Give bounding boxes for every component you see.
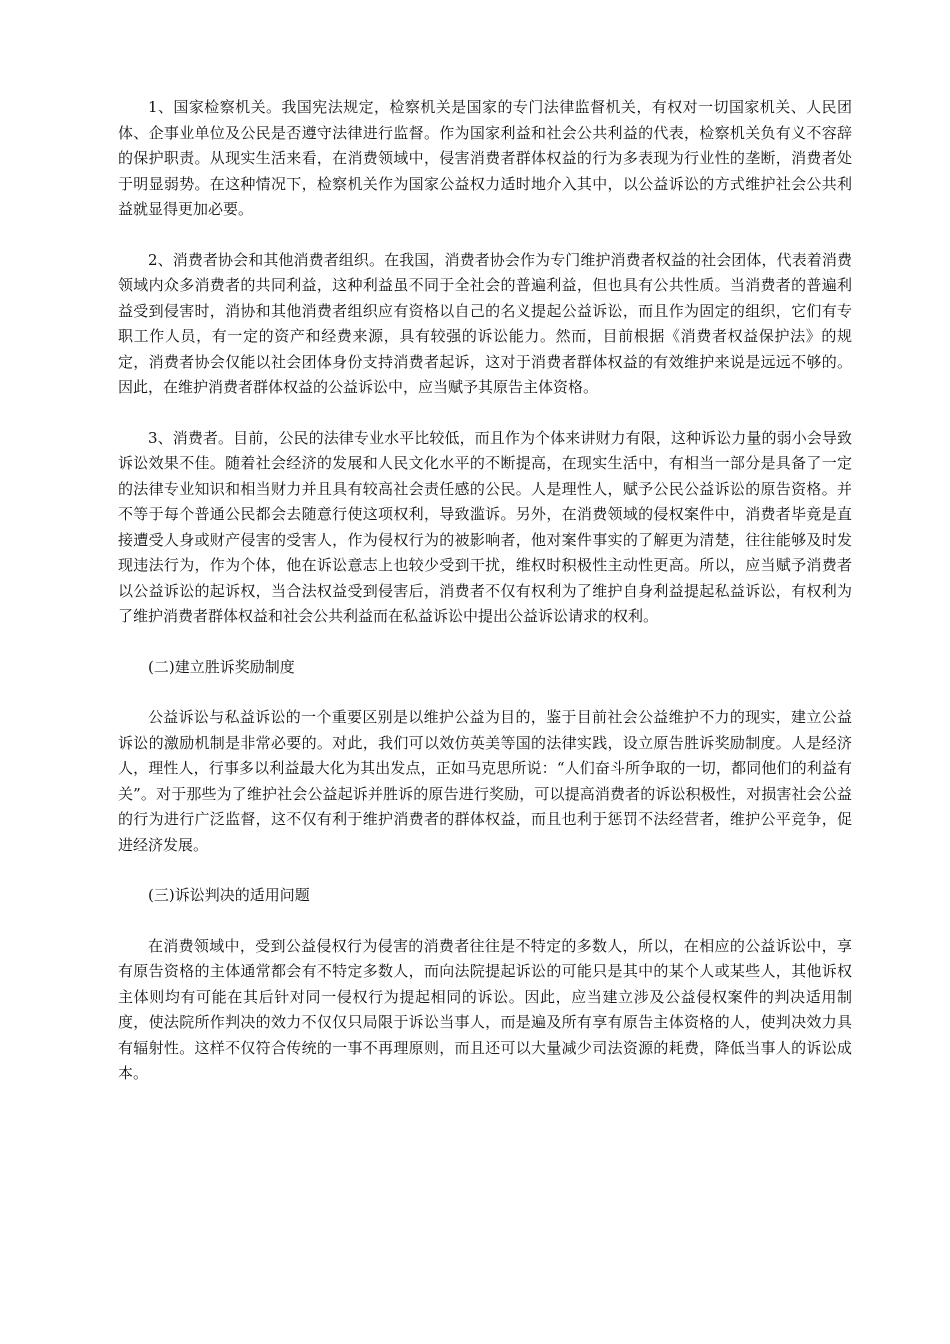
paragraph-judgment-application: 在消费领域中，受到公益侵权行为侵害的消费者往往是不特定的多数人，所以，在相应的公益诉讼中，享有原告资格的主体通常都会有不特定多数人，而向法院提起诉讼的可能只是其中的某个人或某些人，其他诉权主体则均有可能在其后针对同一侵权行为提起相同的诉讼。因此，应当建立涉及公益侵权案件的判决适用制度，使法院所作判决的效力不仅仅只局限于诉讼当事人，而是遍及所有享有原告主体资格的人，使判决效力具有辐射性。这样不仅符合传统的一事不再理原则，而且还可以大量减少司法资源的耗费，降低当事人的诉讼成本。 xyxy=(118,936,852,1082)
document-body xyxy=(118,95,852,1112)
paragraph-consumers: 3、消费者。目前，公民的法律专业水平比较低，而且作为个体来讲财力有限，这种诉讼力量的弱小会导致诉讼效果不佳。随着社会经济的发展和人民文化水平的不断提高，在现实生活中，有相当一部分是具备了一定的法律专业知识和相当财力并且具有较高社会责任感的公民。人是理性人，赋予公民公益诉讼的原告资格。并不等于每个普通公民都会去随意行使这项权利，导致滥诉。另外，在消费领域的侵权案件中，消费者毕竟是直接遭受人身或财产侵害的受害人，作为侵权行为的被影响者，他对案件事实的了解更为清楚，往往能够及时发现违法行为，作为个体，他在诉讼意志上也较少受到干扰，维权时积极性主动性更高。所以，应当赋予消费者以公益诉讼的起诉权，当合法权益受到侵害后，消费者不仅有权利为了维护自身利益提起私益诉讼，有权利为了维护消费者群体权益和社会公共利益而在私益诉讼中提出公益诉讼请求的权利。 xyxy=(118,428,852,625)
paragraph-procuratorate: 1、国家检察机关。我国宪法规定，检察机关是国家的专门法律监督机关，有权对一切国家机关、人民团体、企事业单位及公民是否遵守法律进行监督。作为国家利益和社会公共利益的代表，检察机关负有义不容辞的保护职责。从现实生活来看，在消费领域中，侵害消费者群体权益的行为多表现为行业性的垄断，消费者处于明显弱势。在这种情况下，检察机关作为国家公益权力适时地介入其中，以公益诉讼的方式维护社会公共利益就显得更加必要。 xyxy=(118,98,852,218)
paragraph-consumer-association: 2、消费者协会和其他消费者组织。在我国，消费者协会作为专门维护消费者权益的社会团体，代表着消费领域内众多消费者的共同利益，这种利益虽不同于全社会的普遍利益，但也具有公共性质。当消费者的普遍利益受到侵害时，消协和其他消费者组织应有资格以自己的名义提起公益诉讼，而且作为固定的组织，它们有专职工作人员，有一定的资产和经费来源，具有较强的诉讼能力。然而，目前根据《消费者权益保护法》的规定，消费者协会仅能以社会团体身份支持消费者起诉，这对于消费者群体权益的有效维护来说是远远不够的。因此，在维护消费者群体权益的公益诉讼中，应当赋予其原告主体资格。 xyxy=(118,250,852,396)
paragraph-reward-system: 公益诉讼与私益诉讼的一个重要区别是以维护公益为目的，鉴于目前社会公益维护不力的现实，建立公益诉讼的激励机制是非常必要的。对此，我们可以效仿英美等国的法律实践，设立原告胜诉奖励制度。人是经济人，理性人，行事多以利益最大化为其出发点，正如马克思所说：“人们奋斗所争取的一切，都同他们的利益有关”。对于那些为了维护社会公益起诉并胜诉的原告进行奖励，可以提高消费者的诉讼积极性，对损害社会公益的行为进行广泛监督，这不仅有利于维护消费者的群体权益，而且也利于惩罚不法经营者，维护公平竞争，促进经济发展。 xyxy=(118,708,852,854)
section-heading-judgment-application: (三)诉讼判决的适用问题 xyxy=(148,886,310,904)
section-heading-reward-system: (二)建立胜诉奖励制度 xyxy=(148,657,295,676)
